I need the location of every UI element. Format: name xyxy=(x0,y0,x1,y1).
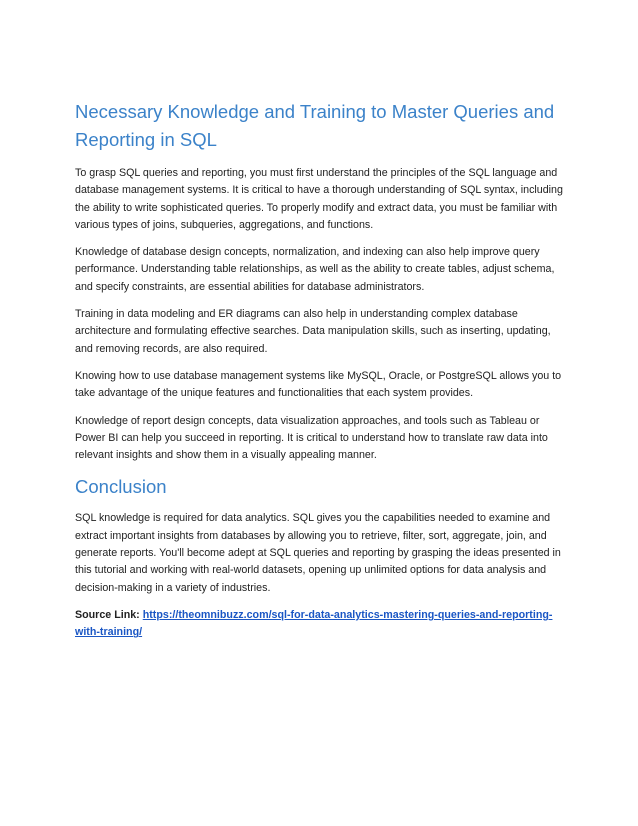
paragraph-5: Knowledge of report design concepts, data visualization approaches, and tools such as Tableau or Power BI can help you succeed in reporting. It is critical to understand how to translate raw data into relevant insights and show them in a visually appealing manner. xyxy=(75,414,548,462)
conclusion-paragraph: SQL knowledge is required for data analytics. SQL gives you the capabilities needed to examine and extract important insights from databases by allowing you to retrieve, filter, sort, aggregate, join, and generate reports. You'll become adept at SQL queries and reporting by grasping the ideas presented in this tutorial and working with real-world datasets, opening up unlimited options for data analysis and decision-making in a variety of industries. xyxy=(75,512,561,594)
paragraph-3: Training in data modeling and ER diagrams can also help in understanding complex database architecture and formulating effective searches. Data manipulation skills, such as inserting, updating, and removing records, are also required. xyxy=(75,308,551,355)
paragraph-2: Knowledge of database design concepts, normalization, and indexing can also help improve query performance. Understanding table relationships, as well as the ability to create tables, adjust schema, and specify constraints, are essential abilities for database administrators. xyxy=(75,246,555,293)
paragraph-4: Knowing how to use database management systems like MySQL, Oracle, or PostgreSQL allows you to take advantage of the unique features and functionalities that each system provides. xyxy=(75,369,562,400)
paragraph-1: To grasp SQL queries and reporting, you must first understand the principles of the SQL language and database management systems. It is critical to have a thorough understanding of SQL syntax, including the ability to write sophisticated queries. To properly modify and extract data, you must be familiar with various types of joins, subqueries, aggregations, and functions. xyxy=(75,167,563,231)
source-line xyxy=(75,607,567,642)
source-label: Source Link: xyxy=(75,608,140,621)
document-page xyxy=(75,98,567,652)
source-link[interactable]: https://theomnibuzz.com/sql-for-data-analytics-mastering-queries-and-reporting-with-training/ xyxy=(75,608,553,639)
section-heading: Necessary Knowledge and Training to Master Queries and Reporting in SQL xyxy=(75,101,555,150)
conclusion-heading: Conclusion xyxy=(75,476,167,498)
